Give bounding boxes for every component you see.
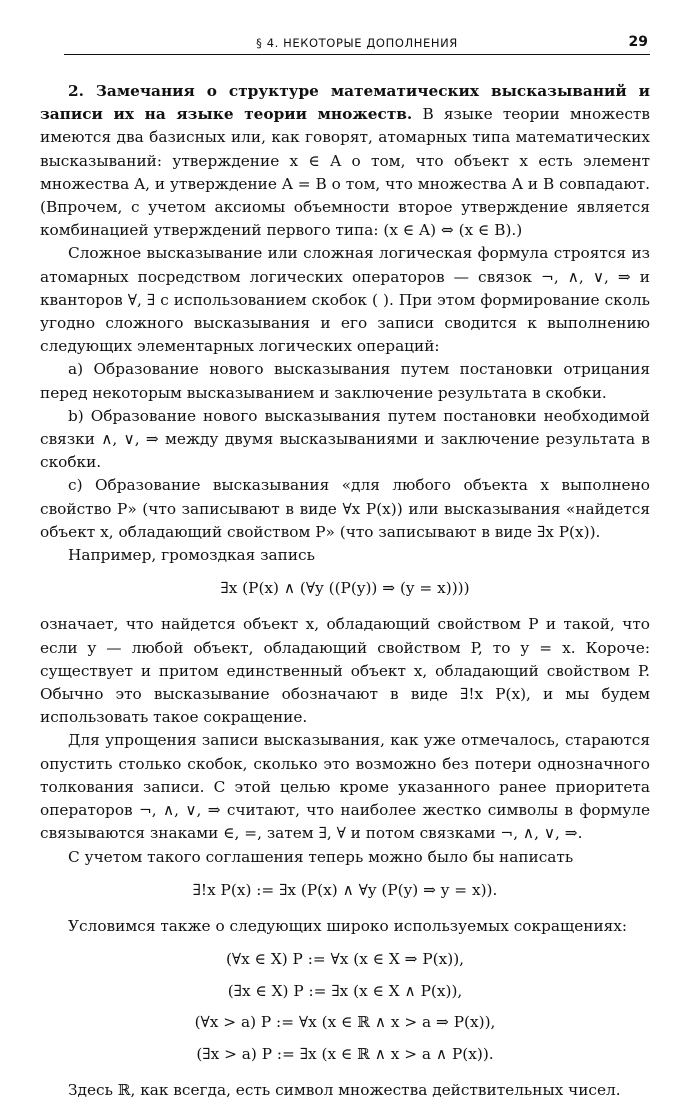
formula-2: ∃!x P(x) := ∃x (P(x) ∧ ∀y (P(y) ⇒ y = x)). [192, 880, 498, 899]
item-a: a) Образование нового высказывания путем постановки отрицания перед некоторым высказыванием и заключение результата в скобки. [40, 360, 650, 402]
abbreviation-formula: (∃x ∈ X) P := ∃x (x ∈ X ∧ P(x)), [227, 981, 463, 1000]
paragraph-intro [40, 80, 650, 242]
abbreviation-formula: (∃x > a) P := ∃x (x ∈ ℝ ∧ x > a ∧ P(x)). [196, 1044, 494, 1063]
paragraph-7: Здесь ℝ, как всегда, есть символ множества действительных чисел. [68, 1081, 621, 1100]
item-b: b) Образование нового высказывания путем постановки необходимой связки ∧, ∨, ⇒ между двумя высказываниями и заключение результата в скобки. [40, 406, 650, 472]
example-intro: Например, громоздкая запись [68, 546, 315, 565]
header-title: § 4. НЕКОТОРЫЕ ДОПОЛНЕНИЯ [256, 36, 458, 50]
paragraph-4: Для упрощения записи высказывания, как уже отмечалось, стараются опустить столько скобок, сколько это возможно без потери однозначного толкования записи. С этой целью кроме указанного ранее приоритета операторов ¬, ∧, ∨, ⇒ считают, что наиболее жестко символы в формуле связываются знаками ∈, =, затем ∃, ∀ и потом связками ¬, ∧, ∨, ⇒. [40, 731, 650, 843]
item-c: c) Образование высказывания «для любого объекта x выполнено свойство P» (что записывают в виде ∀x P(x)) или высказывания «найдется объект x, обладающий свойством P» (что записывают в виде ∃x P(x)). [40, 476, 650, 541]
abbreviation-formula: (∀x ∈ X) P := ∀x (x ∈ X ⇒ P(x)), [225, 950, 465, 969]
section-heading: 2. Замечания о структуре математических высказываний и записи их на языке теории множеств. [40, 82, 650, 124]
page-number: 29 [628, 34, 648, 50]
paragraph-2: Сложное высказывание или сложная логическая формула строятся из атомарных посредством логических операторов — связок ¬, ∧, ∨, ⇒ и кванторов ∀, ∃ с использованием скобок ( ). При этом формирование сколь угодно сложного высказывания и его записи сводится к выполнению следующих элементарных логических операций: [40, 244, 650, 356]
running-header [64, 34, 650, 55]
formula-1: ∃x (P(x) ∧ (∀y ((P(y)) ⇒ (y = x)))) [220, 579, 470, 598]
page-body [40, 80, 650, 1102]
paragraph-3: означает, что найдется объект x, обладающий свойством P и такой, что если y — любой объект, обладающий свойством P, то y = x. Короче: существует и притом единственный объект x, обладающий свойством P. Обычно это высказывание обозначают в виде ∃!x P(x), и мы будем использовать такое сокращение. [40, 615, 650, 727]
paragraph-1-text: В языке теории множеств имеются два базисных или, как говорят, атомарных типа математических высказываний: утверждение x ∈ A о том, что объект x есть элемент множества A, и утверждение A = B о том, что множества A и B совпадают. (Впрочем, с учетом аксиомы объемности второе утверждение является комбинацией утверждений первого типа: (x ∈ A) ⇔ (x ∈ B).) [40, 105, 650, 240]
abbreviation-formula: (∀x > a) P := ∀x (x ∈ ℝ ∧ x > a ⇒ P(x)), [194, 1013, 496, 1032]
paragraph-6: Условимся также о следующих широко используемых сокращениях: [68, 916, 628, 935]
paragraph-5: С учетом такого соглашения теперь можно было бы написать [68, 847, 574, 866]
abbreviation-list [40, 944, 650, 1070]
